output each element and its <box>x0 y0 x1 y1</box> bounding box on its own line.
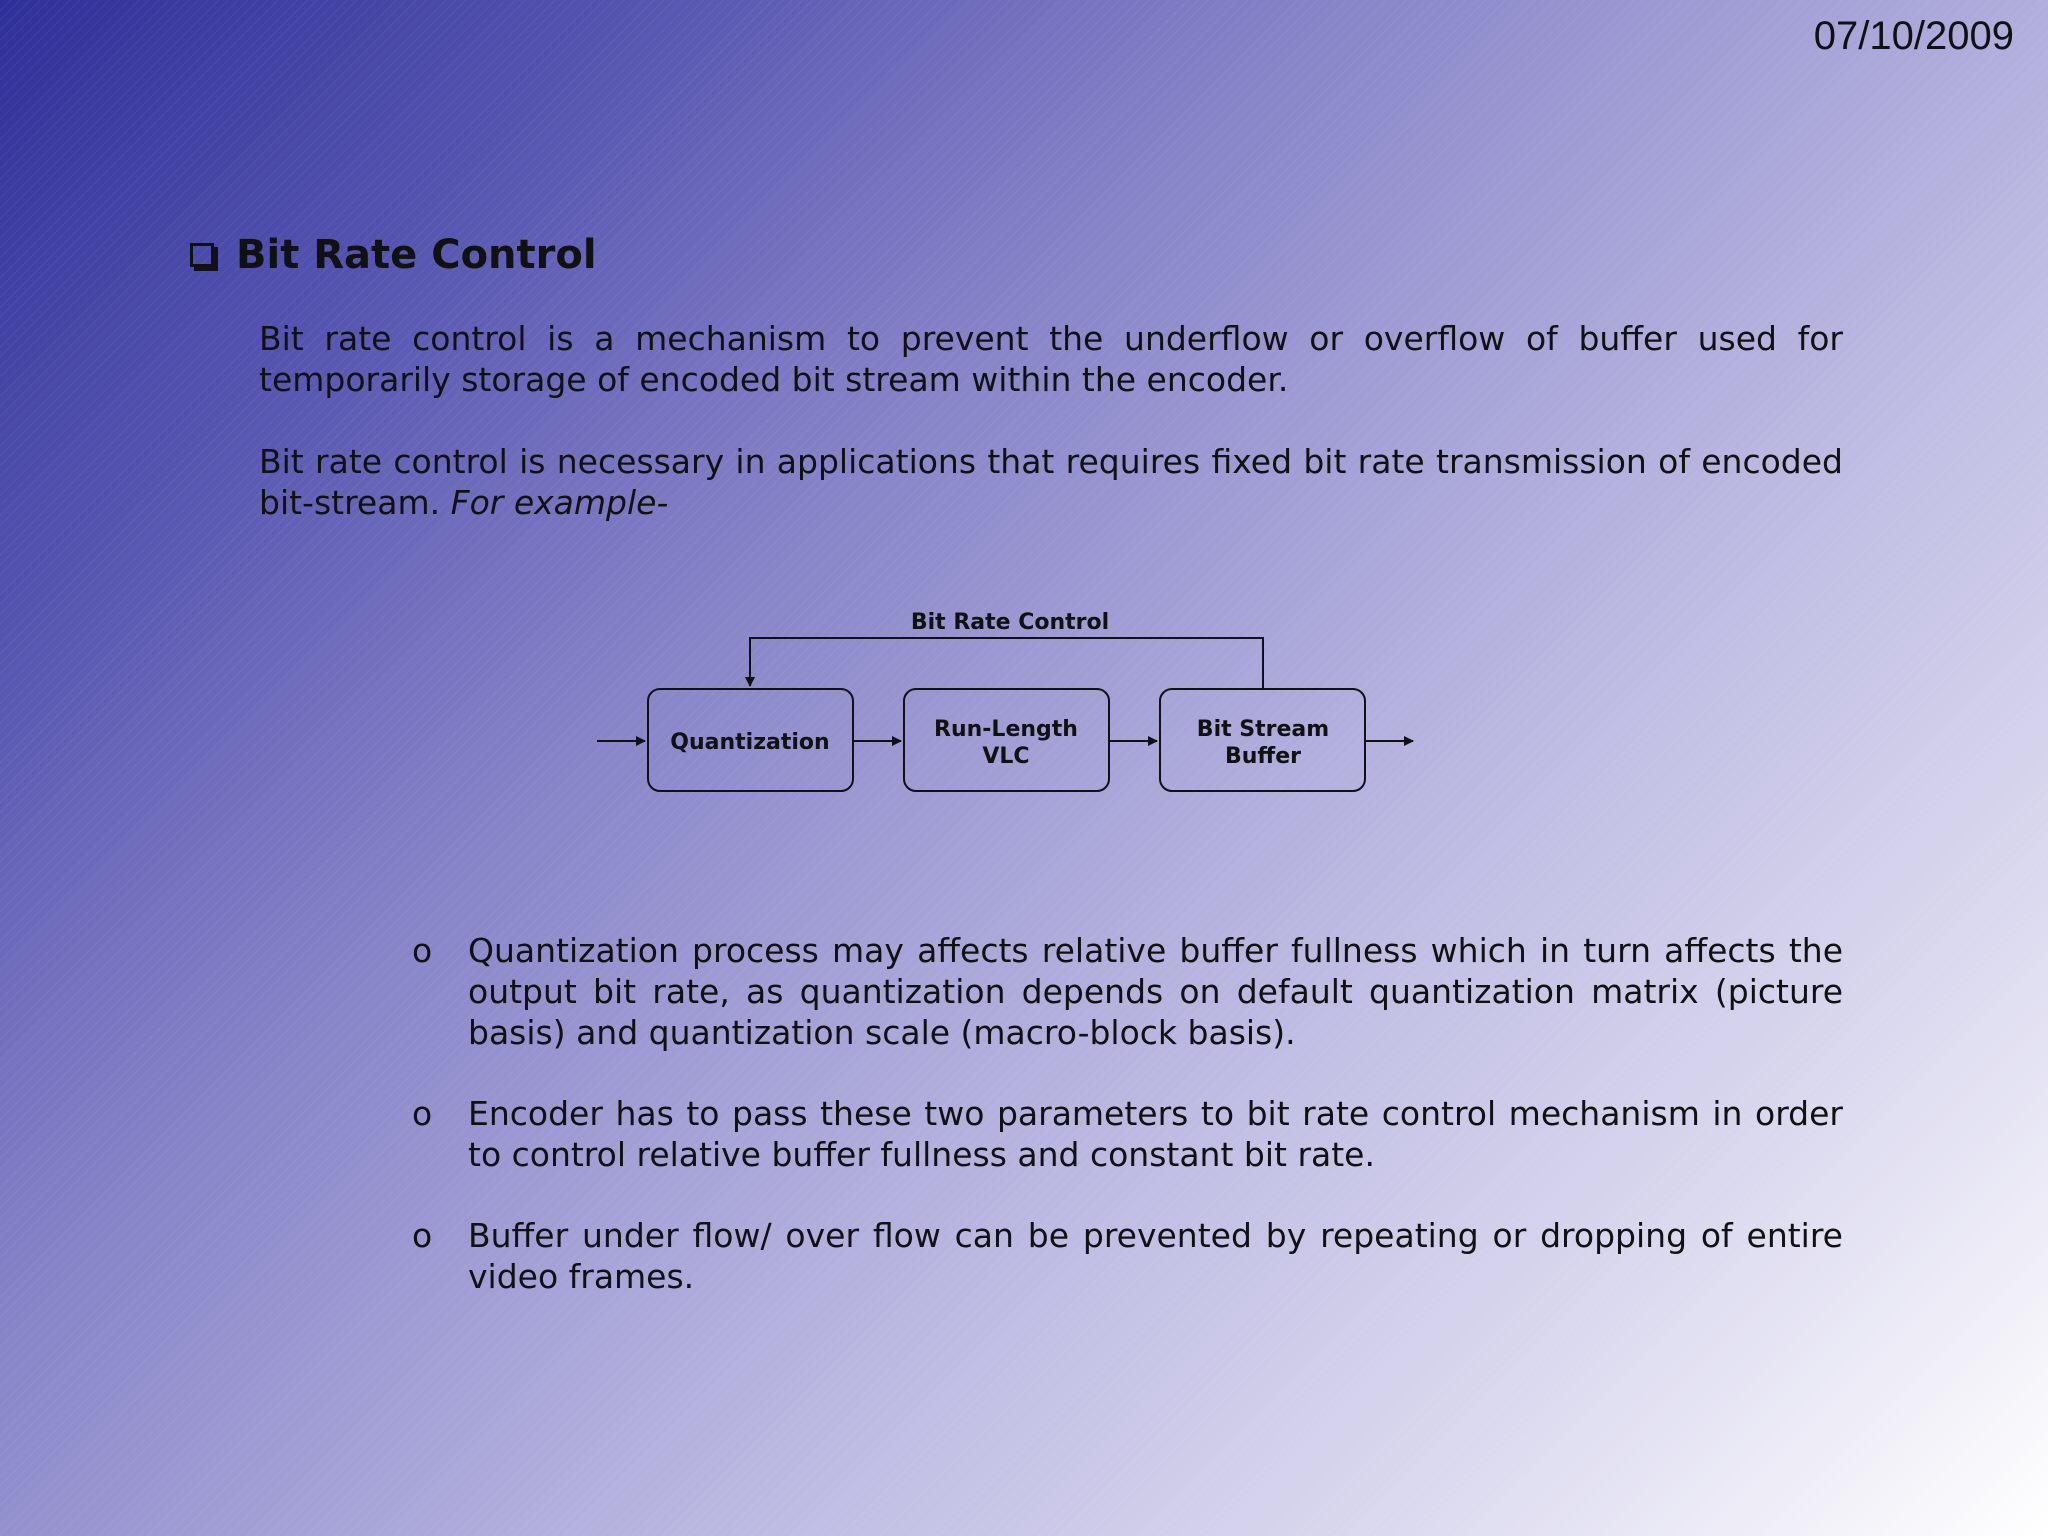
bullet-marker: o <box>412 1216 433 1255</box>
bullet-text-buffer: Buffer under flow/ over flow can be prevented by repeating or dropping of entire video frames. <box>468 1216 1843 1296</box>
paragraph-example-lead: For example- <box>450 483 669 522</box>
bullet-item <box>410 1093 1843 1175</box>
run-length-label: Run-Length <box>934 717 1078 742</box>
run-length-vlc-block <box>904 689 1109 791</box>
checkbox-bullet-icon <box>190 243 214 267</box>
paragraph-necessity-text: Bit rate control is necessary in applications that requires fixed bit rate transmission of encoded bit-stream. <box>259 442 1843 522</box>
quantization-block <box>648 689 853 791</box>
quantization-label: Quantization <box>670 730 830 755</box>
slide-title: Bit Rate Control <box>236 232 597 278</box>
vlc-label: VLC <box>982 744 1030 769</box>
bullet-text-quantization: Quantization process may affects relative buffer fullness which in turn affects the output bit rate, as quantization depends on default quantization matrix (picture basis) and quantization scale (macro-block basis). <box>468 931 1843 1052</box>
paragraph-definition: Bit rate control is a mechanism to prevent the underflow or overflow of buffer used for temporarily storage of encoded bit stream within the encoder. <box>259 319 1843 399</box>
feedback-loop-line <box>750 638 1263 689</box>
bullet-item <box>410 1215 1843 1297</box>
bullet-marker: o <box>412 1094 433 1133</box>
slide-title-row <box>190 232 597 278</box>
bit-stream-buffer-block <box>1160 689 1365 791</box>
bit-stream-label: Bit Stream <box>1196 717 1330 742</box>
paragraph-necessity <box>259 441 1843 523</box>
slide-date: 07/10/2009 <box>1813 14 2014 58</box>
buffer-label: Buffer <box>1224 744 1302 769</box>
bullet-item <box>410 930 1843 1053</box>
bit-rate-control-diagram <box>590 600 1430 820</box>
bullet-text-encoder: Encoder has to pass these two parameters to bit rate control mechanism in order to control relative buffer fullness and constant bit rate. <box>468 1094 1843 1174</box>
feedback-label: Bit Rate Control <box>910 610 1110 635</box>
bullet-list <box>410 930 1843 1337</box>
bullet-marker: o <box>412 931 433 970</box>
